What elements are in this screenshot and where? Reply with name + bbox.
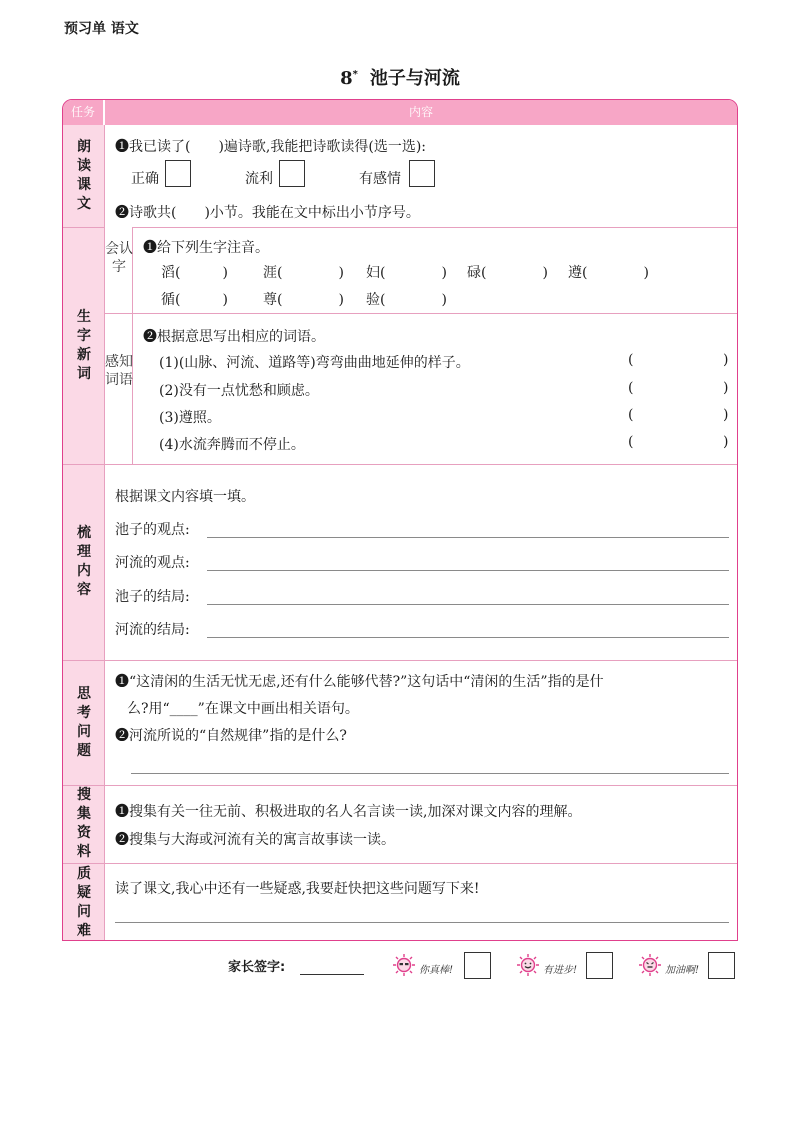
word-definition-item: (2)没有一点忧愁和顾虑。 [159, 383, 319, 399]
words-question-2: ❷根据意思写出相应的词语。 [143, 329, 325, 345]
sun-sunglasses-icon [392, 953, 416, 977]
collect-task-2: ❷搜集与大海或河流有关的寓言故事读一读。 [115, 832, 395, 848]
char-item: 尊( ) [263, 292, 344, 308]
answer-paren-open: ( [628, 407, 634, 423]
parent-sign-label: 家长签字: [228, 960, 286, 975]
pond-view-label: 池子的观点: [115, 522, 190, 538]
sort-intro: 根据课文内容填一填。 [115, 489, 255, 505]
river-ending-label: 河流的结局: [115, 622, 190, 638]
char-item: 妇( ) [366, 265, 447, 281]
words-question-1: ❶给下列生字注音。 [143, 240, 269, 256]
answer-paren-close: ) [723, 352, 729, 368]
option-correct-checkbox[interactable] [165, 160, 191, 187]
footer [0, 950, 800, 980]
option-emotion-label: 有感情 [359, 171, 401, 187]
subject-header: 预习单 语文 [64, 21, 139, 37]
header-task: 任务 [70, 105, 95, 119]
stamp-cheer-box[interactable] [708, 952, 735, 979]
stamp-cheer-text: 加油啊! [665, 965, 700, 976]
char-item: 碌( ) [467, 265, 548, 281]
answer-line[interactable] [131, 773, 729, 774]
option-correct-label: 正确 [131, 171, 159, 187]
char-item: 遵( ) [568, 265, 649, 281]
section-label-words: 生字新词 [77, 308, 91, 382]
answer-line[interactable] [115, 922, 729, 923]
lesson-star: * [352, 69, 358, 80]
lesson-number: 8 [340, 68, 353, 89]
question-prompt: 读了课文,我心中还有一些疑惑,我要赶快把这些问题写下来! [115, 881, 480, 897]
char-item: 涯( ) [263, 265, 344, 281]
think-question-2: ❷河流所说的“自然规律”指的是什么? [115, 728, 347, 744]
sub-label-recognize: 会认字 [105, 241, 133, 275]
lesson-title [0, 64, 800, 90]
think-question-1-line1: ❶“这清闲的生活无忧无虑,还有什么能够代替?”这句话中“清闲的生活”指的是什 [115, 674, 604, 690]
word-definition-item: (3)遵照。 [159, 410, 221, 426]
answer-line[interactable] [207, 570, 729, 571]
sun-cheer-icon [638, 953, 662, 977]
read-question-2: ❷诗歌共( )小节。我能在文中标出小节序号。 [115, 205, 420, 221]
answer-paren-open: ( [628, 352, 634, 368]
row-divider [63, 863, 737, 864]
header-content: 内容 [408, 105, 433, 119]
stamp-great-box[interactable] [464, 952, 491, 979]
char-item: 验( ) [366, 292, 447, 308]
collect-task-1: ❶搜集有关一往无前、积极进取的名人名言读一读,加深对课文内容的理解。 [115, 804, 582, 820]
row-divider [63, 227, 737, 228]
option-emotion-checkbox[interactable] [409, 160, 435, 187]
preview-table [62, 99, 738, 941]
answer-paren-open: ( [628, 380, 634, 396]
think-question-1-line2: 么?用“____”在课文中画出相关语句。 [127, 701, 359, 717]
answer-line[interactable] [207, 537, 729, 538]
answer-line[interactable] [207, 637, 729, 638]
read-question-1: ❶我已读了( )遍诗歌,我能把诗歌读得(选一选): [115, 139, 427, 155]
table-header [63, 100, 737, 125]
section-label-question: 质疑问难 [77, 865, 91, 939]
word-definition-item: (1)(山脉、河流、道路等)弯弯曲曲地延伸的样子。 [159, 355, 470, 371]
lesson-title-text: 池子与河流 [369, 68, 460, 89]
sun-smile-icon [516, 953, 540, 977]
char-item: 循( ) [161, 292, 228, 308]
answer-paren-open: ( [628, 434, 634, 450]
answer-line[interactable] [207, 604, 729, 605]
row-divider [63, 464, 737, 465]
option-fluent-checkbox[interactable] [279, 160, 305, 187]
row-divider [63, 785, 737, 786]
option-fluent-label: 流利 [245, 171, 273, 187]
answer-paren-close: ) [723, 380, 729, 396]
stamp-progress-box[interactable] [586, 952, 613, 979]
char-item: 滔( ) [161, 265, 228, 281]
river-view-label: 河流的观点: [115, 555, 190, 571]
sub-divider [105, 313, 737, 314]
pond-ending-label: 池子的结局: [115, 589, 190, 605]
section-label-collect: 搜集资料 [77, 787, 91, 860]
section-label-think: 思考问题 [77, 685, 91, 759]
word-definition-item: (4)水流奔腾而不停止。 [159, 437, 305, 453]
answer-paren-close: ) [723, 407, 729, 423]
section-label-read: 朗读课文 [77, 139, 91, 212]
stamp-progress-text: 有进步! [543, 965, 578, 976]
parent-sign-line[interactable] [300, 974, 364, 975]
row-divider [63, 660, 737, 661]
stamp-great-text: 你真棒! [419, 965, 454, 976]
sub-label-perceive: 感知词语 [105, 354, 133, 388]
section-label-sort: 梳理内容 [77, 525, 91, 598]
answer-paren-close: ) [723, 434, 729, 450]
